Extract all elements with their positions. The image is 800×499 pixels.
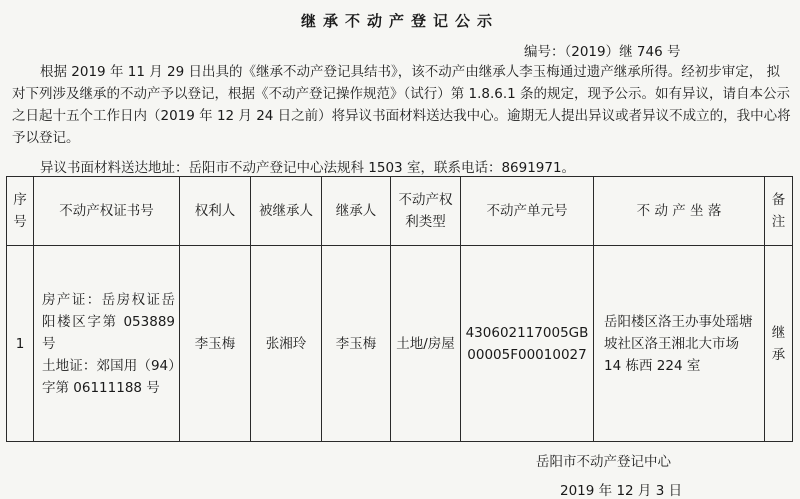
header-unit-no: 不动产单元号 xyxy=(461,177,594,246)
table-row xyxy=(7,246,793,442)
header-owner: 权利人 xyxy=(180,177,251,246)
cell-unit-no: 430602117005GB00005F00010027 xyxy=(461,246,594,442)
cell-location: 岳阳楼区洛王办事处瑶塘坡社区洛王湘北大市场 14 栋西 224 室 xyxy=(594,246,765,442)
objection-address: 异议书面材料送达地址：岳阳市不动产登记中心法规科 1503 室，联系电话：8691971。 xyxy=(40,160,576,176)
cert-house: 房产证：岳房权证岳阳楼区字第 053889 号 xyxy=(42,291,175,352)
cell-seq: 1 xyxy=(7,246,34,442)
header-right-type: 不动产权利类型 xyxy=(391,177,461,246)
header-heir: 继承人 xyxy=(322,177,391,246)
cell-cert-no xyxy=(34,246,180,442)
document-number: 编号：（2019）继 746 号 xyxy=(524,44,681,60)
header-remarks: 备注 xyxy=(765,177,793,246)
document-title: 继承不动产登记公示 xyxy=(300,12,499,30)
footer-date: 2019 年 12 月 3 日 xyxy=(560,483,683,499)
cell-heir: 李玉梅 xyxy=(322,246,391,442)
registration-table xyxy=(6,176,793,442)
cell-remarks: 继承 xyxy=(765,246,793,442)
header-cert-no: 不动产权证书号 xyxy=(34,177,180,246)
cell-owner: 李玉梅 xyxy=(180,246,251,442)
cell-right-type: 土地/房屋 xyxy=(391,246,461,442)
cert-land: 土地证：郊国用（94）字第 06111188 号 xyxy=(42,357,175,396)
announcement-paragraph xyxy=(12,61,792,149)
footer-organization: 岳阳市不动产登记中心 xyxy=(536,454,671,470)
header-decedent: 被继承人 xyxy=(251,177,322,246)
table-header-row xyxy=(7,177,793,246)
header-seq: 序号 xyxy=(7,177,34,246)
announcement-text: 根据 2019 年 11 月 29 日出具的《继承不动产登记具结书》，该不动产由继承人李玉梅通过遗产继承所得。经初步审定， 拟对下列涉及继承的不动产予以登记，根据《不动产登记操作规范》（试行）第 1.8.6.1 条的规定，现予公示。如有异议，请自本公示之日起十五个工作日内（2019 年 12 月 24 日之前）将异议书面材料送达我中心。逾期无人提出异议或者异议不成立的，我中心将予以登记。 xyxy=(12,64,791,146)
header-location: 不 动 产 坐 落 xyxy=(594,177,765,246)
cell-decedent: 张湘玲 xyxy=(251,246,322,442)
